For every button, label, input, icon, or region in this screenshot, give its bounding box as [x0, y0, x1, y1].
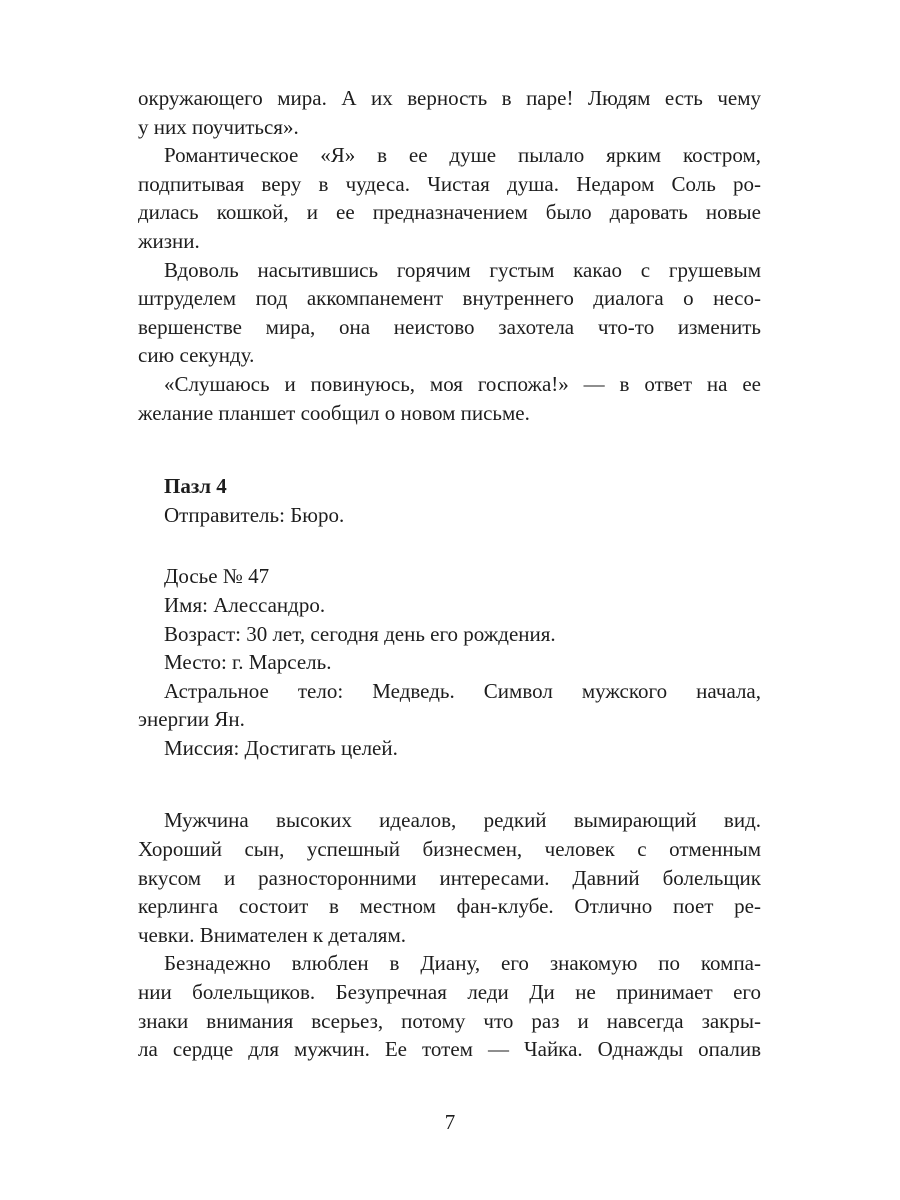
paragraph — [138, 648, 761, 677]
text-line: нии болельщиков. Безупречная леди Ди не принимает его — [138, 980, 761, 1005]
paragraph — [138, 141, 761, 255]
text-line: дилась кошкой, и ее предназначением было даровать новые — [138, 200, 761, 225]
text-line: Вдоволь насытившись горячим густым какао с грушевым — [164, 257, 761, 282]
text-line: Миссия: Достигать целей. — [164, 735, 398, 760]
text-line: Отправитель: Бюро. — [164, 502, 345, 527]
text-line: чевки. Внимателен к деталям. — [138, 922, 407, 947]
text-line: Мужчина высоких идеалов, редкий вымирающий вид. — [164, 808, 761, 833]
text-line: Пазл 4 — [164, 474, 227, 499]
paragraph — [138, 501, 761, 530]
paragraph — [138, 591, 761, 620]
page-number: 7 — [444, 1110, 456, 1134]
text-line: желание планшет сообщил о новом письме. — [138, 400, 530, 425]
paragraph — [138, 370, 761, 427]
paragraph — [138, 949, 761, 1063]
paragraph — [138, 84, 761, 141]
text-line: Имя: Алессандро. — [164, 592, 326, 617]
text-line: Астральное тело: Медведь. Символ мужского начала, — [164, 678, 761, 703]
text-line: Досье № 47 — [164, 564, 270, 589]
text-line: Хороший сын, успешный бизнесмен, человек с отменным — [138, 837, 761, 862]
text-line: Место: г. Марсель. — [164, 650, 332, 675]
paragraph — [138, 806, 761, 949]
paragraph — [138, 677, 761, 734]
text-column — [138, 84, 761, 1064]
text-line: вершенстве мира, она неистово захотела что-то изменить — [138, 314, 761, 339]
text-line: Безнадежно влюблен в Диану, его знакомую по компа- — [164, 951, 761, 976]
text-line: жизни. — [138, 228, 200, 253]
paragraph — [138, 472, 761, 501]
text-line: «Слушаюсь и повинуюсь, моя госпожа!» — в ответ на ее — [164, 371, 761, 396]
text-line: Возраст: 30 лет, сегодня день его рождения. — [164, 621, 556, 646]
text-line: Романтическое «Я» в ее душе пылало ярким костром, — [164, 143, 761, 168]
text-line: окружающего мира. А их верность в паре! Людям есть чему — [138, 86, 761, 110]
paragraph — [138, 562, 761, 591]
text-line: вкусом и разносторонними интересами. Давний болельщик — [138, 865, 761, 890]
text-line: ла сердце для мужчин. Ее тотем — Чайка. Однажды опалив — [138, 1037, 761, 1062]
paragraph — [138, 256, 761, 370]
text-line: штруделем под аккомпанемент внутреннего диалога о несо- — [138, 286, 761, 311]
text-line: энергии Ян. — [138, 707, 245, 732]
text-line: у них поучиться». — [138, 114, 299, 139]
paragraph — [138, 734, 761, 763]
text-line: подпитывая веру в чудеса. Чистая душа. Недаром Соль ро- — [138, 171, 761, 196]
text-line: сию секунду. — [138, 343, 255, 368]
text-line: керлинга состоит в местном фан-клубе. Отлично поет ре- — [138, 894, 761, 919]
paragraph — [138, 620, 761, 649]
text-line: знаки внимания всерьез, потому что раз и навсегда закры- — [138, 1008, 761, 1033]
